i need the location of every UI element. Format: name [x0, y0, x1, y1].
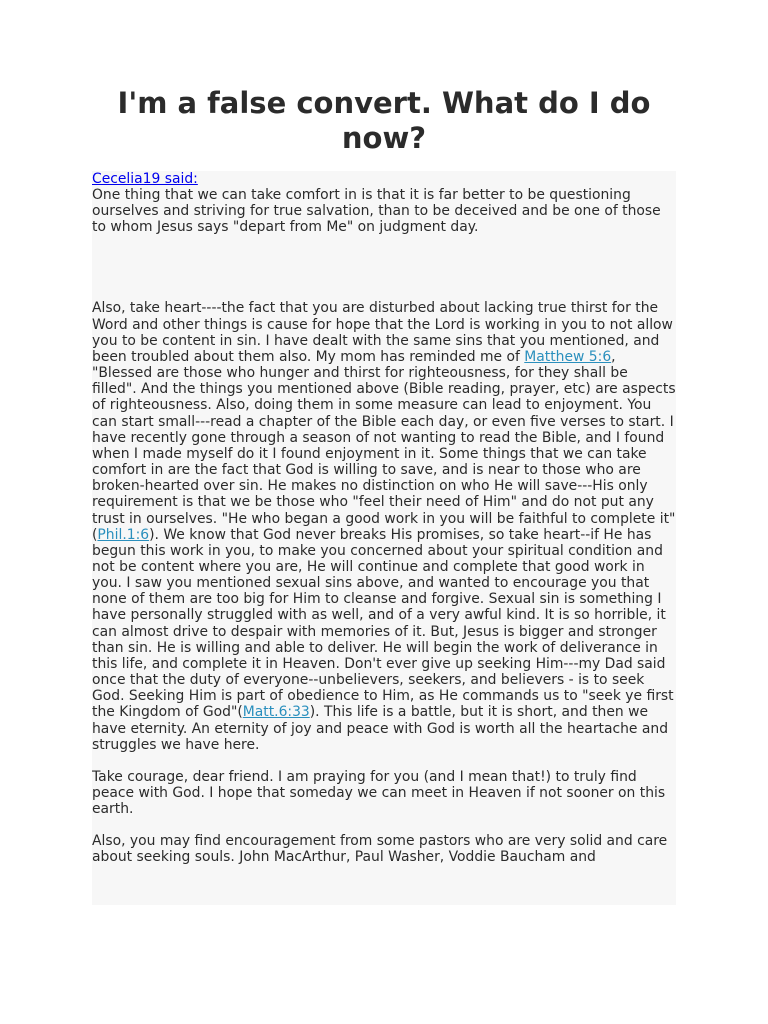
spacer: [92, 235, 676, 300]
spacer: [92, 817, 676, 833]
author-link[interactable]: Cecelia19 said:: [92, 171, 198, 187]
paragraph-text: ). This life is a battle, but it is short, and then we have eternity. An eternity of joy and peace with God is worth all the heartache and struggles we have here.: [92, 704, 669, 753]
paragraph-text: Also, take heart----the fact that you are disturbed about lacking true thirst for the Word and other things is cause for hope that the Lord is working in you to not allow you to be content in sin. I have dealt with the same sins that you mentioned, and been troubled about them also. My mom has reminded me of: [92, 300, 673, 365]
paragraph-main: [92, 300, 676, 752]
quote-block: [92, 171, 676, 905]
paragraph-text: ). We know that God never breaks His promises, so take heart--if He has begun this work in you, to make you concerned about your spiritual condition and not be content where you are, He will continue and complete that good work in you. I saw you mentioned sexual sins above, and wanted to encourage you that none of them are too big for Him to cleanse and forgive. Sexual sin is something I have personally struggled with as well, and of a very awful kind. It is so horrible, it can almost drive to despair with memories of it. But, Jesus is bigger and stronger than sin. He is willing and able to deliver. He will begin the work of deliverance in this life, and complete it in Heaven. Don't ever give up seeking Him---my Dad said once that the duty of everyone--unbelievers, seekers, and believers - is to seek God. Seeking Him is part of obedience to Him, as He commands us to "seek ye first the Kingdom of God"(: [92, 526, 674, 721]
spacer: [92, 753, 676, 769]
paragraph-text: , "Blessed are those who hunger and thirst for righteousness, for they shall be filled". And the things you mentioned above (Bible reading, prayer, etc) are aspects of righteousness. Also, doing them in some measure can lead to enjoyment. You can start small---read a chapter of the Bible each day, or even five verses to start. I have recently gone through a season of not wanting to read the Bible, and I found when I made myself do it I found enjoyment in it. Some things that we can take comfort in are the fact that God is willing to save, and is near to those who are broken-hearted over sin. He makes no distinction on who He will save---His only requirement is that we be those who "feel their need of Him" and do not put any trust in ourselves. "He who began a good work in you will be faithful to complete it"(: [92, 348, 676, 543]
paragraph-pastors: Also, you may find encouragement from some pastors who are very solid and care about seeking souls. John MacArthur, Paul Washer, Voddie Baucham and: [92, 833, 668, 866]
page-title: I'm a false convert. What do I do now?: [117, 86, 651, 155]
scripture-link-matt[interactable]: Matt.6:33: [242, 704, 310, 721]
paragraph-intro: One thing that we can take comfort in is that it is far better to be questioning ourselves and striving for true salvation, than to be deceived and be one of those to whom Jesus says "depart from Me" on judgment day.: [92, 187, 661, 236]
scripture-link-matthew[interactable]: Matthew 5:6: [524, 348, 612, 365]
paragraph-courage: Take courage, dear friend. I am praying for you (and I mean that!) to truly find peace with God. I hope that someday we can meet in Heaven if not sooner on this earth.: [92, 768, 666, 818]
scripture-link-phil[interactable]: Phil.1:6: [97, 526, 150, 543]
